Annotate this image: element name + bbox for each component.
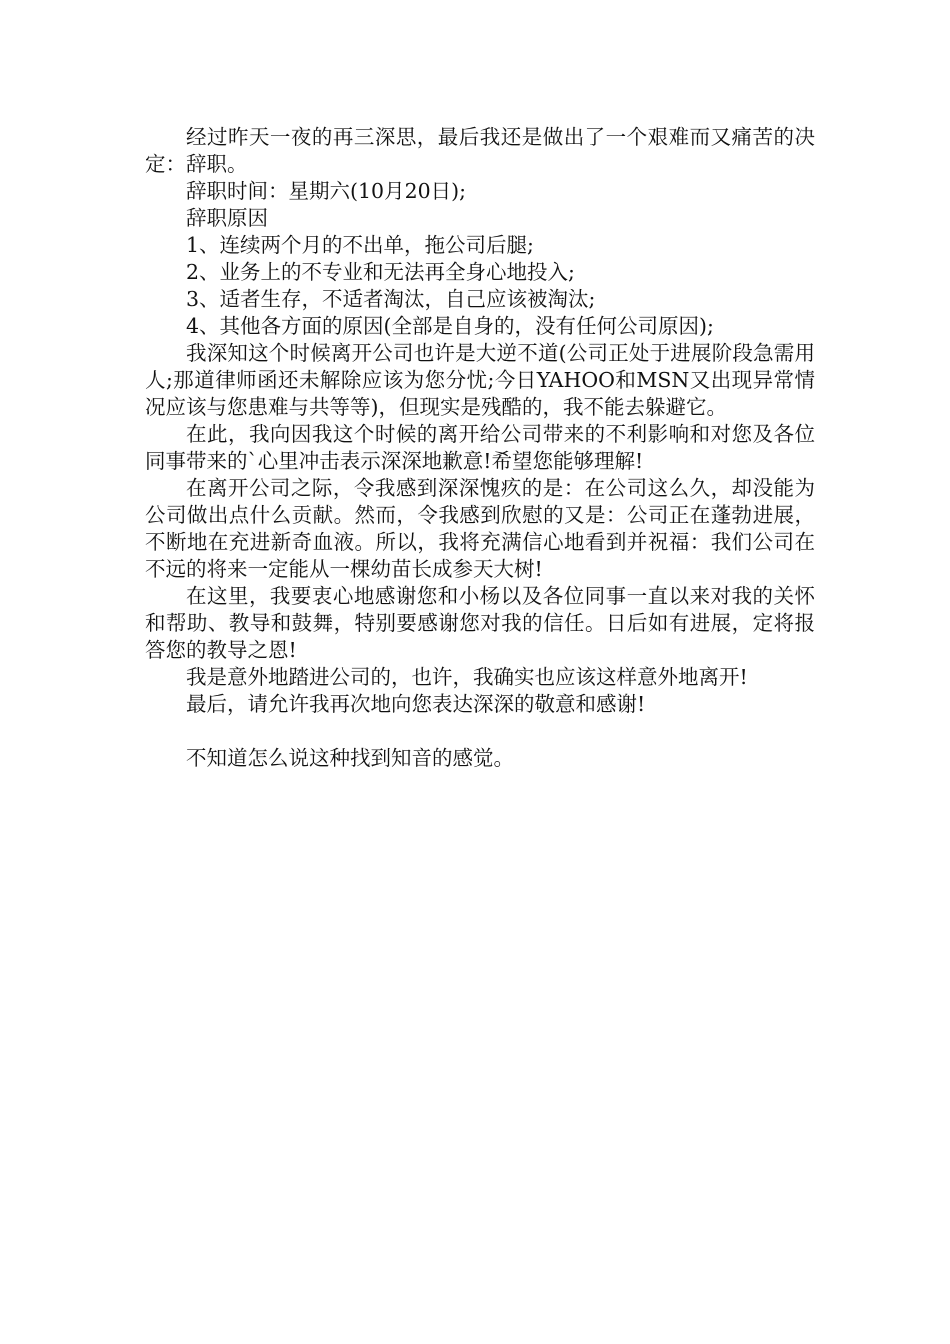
body-paragraph: 我是意外地踏进公司的，也许，我确实也应该这样意外地离开! (186, 665, 748, 689)
reason-item: 2、业务上的不专业和无法再全身心地投入; (186, 260, 575, 284)
reason-item: 1、连续两个月的不出单，拖公司后腿; (186, 233, 534, 257)
resignation-date: 辞职时间：星期六(10月20日); (186, 179, 467, 203)
resignation-letter-body (145, 124, 815, 772)
reason-item: 4、其他各方面的原因(全部是自身的，没有任何公司原因); (186, 314, 714, 338)
body-paragraph: 在离开公司之际，令我感到深深愧疚的是：在公司这么久，却没能为公司做出点什么贡献。然而，令我感到欣慰的又是：公司正在蓬勃进展，不断地在充进新奇血液。所以，我将充满信心地看到并祝福：我们公司在不远的将来一定能从一棵幼苗长成参天大树! (145, 476, 815, 581)
closing-thanks: 最后，请允许我再次地向您表达深深的敬意和感谢! (186, 692, 646, 716)
body-paragraph: 在这里，我要衷心地感谢您和小杨以及各位同事一直以来对我的关怀和帮助、教导和鼓舞，特别要感谢您对我的信任。日后如有进展，定将报答您的教导之恩! (145, 584, 815, 662)
blank-line (145, 718, 815, 745)
reasons-heading: 辞职原因 (186, 206, 268, 230)
reason-item: 3、适者生存，不适者淘汰，自己应该被淘汰; (186, 287, 596, 311)
closing-remark: 不知道怎么说这种找到知音的感觉。 (186, 746, 514, 770)
body-paragraph: 在此，我向因我这个时候的离开给公司带来的不利影响和对您及各位同事带来的`心里冲击表示深深地歉意!希望您能够理解! (145, 422, 815, 473)
intro-paragraph: 经过昨天一夜的再三深思，最后我还是做出了一个艰难而又痛苦的决定：辞职。 (145, 125, 815, 176)
body-paragraph: 我深知这个时候离开公司也许是大逆不道(公司正处于进展阶段急需用人;那道律师函还未解除应该为您分忧;今日YAHOO和MSN又出现异常情况应该与您患难与共等等)，但现实是残酷的，我不能去躲避它。 (145, 341, 815, 419)
